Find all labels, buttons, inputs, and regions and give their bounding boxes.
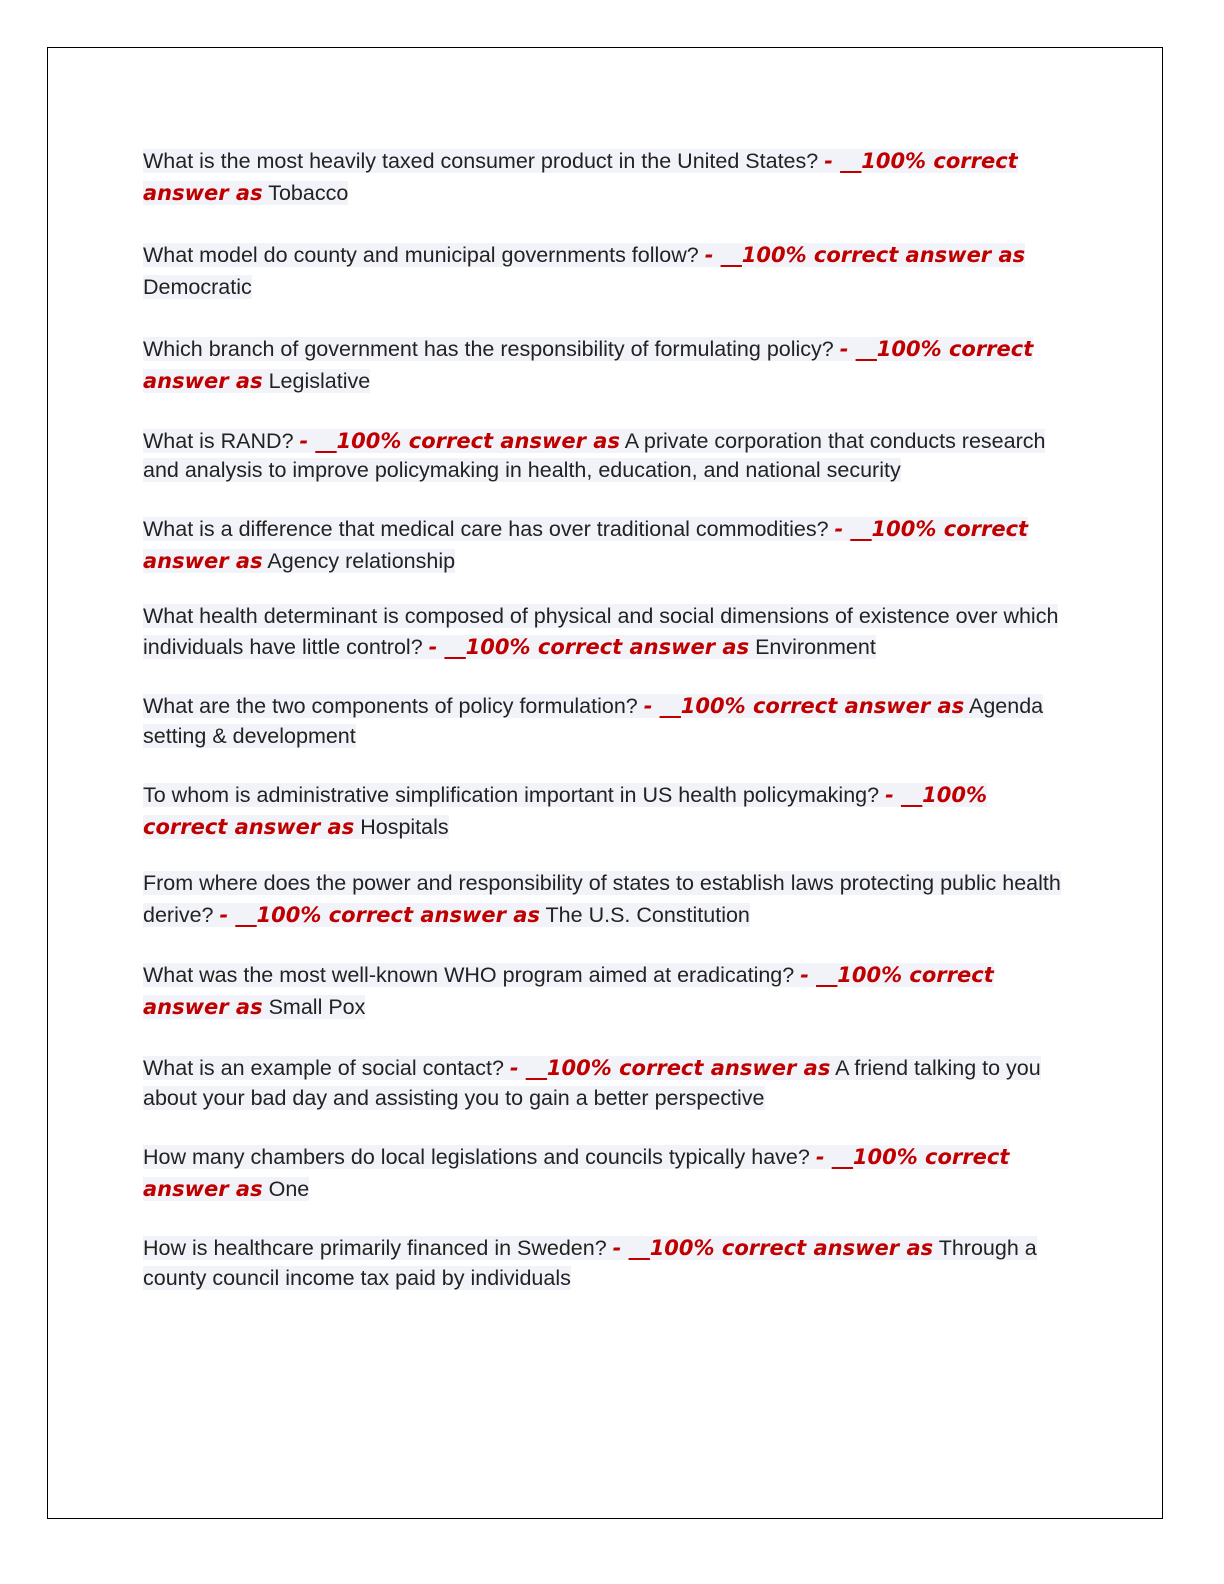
answer-text: Democratic [143, 275, 252, 299]
question-text: What health determinant is composed of physical and social dimensions of existence over which individuals have little control? [143, 604, 1059, 659]
answer-text: Agenda setting & development [143, 694, 1044, 748]
answer-text: The U.S. Constitution [545, 903, 750, 927]
answer-text: Small Pox [268, 995, 366, 1019]
question-text: What was the most well-known WHO program aimed at eradicating? [143, 963, 795, 987]
question-text: What is the most heavily taxed consumer product in the United States? [143, 149, 819, 173]
qa-item [143, 333, 1078, 397]
qa-item [143, 959, 1078, 1023]
question-text: How many chambers do local legislations and councils typically have? [143, 1145, 810, 1169]
qa-item [143, 239, 1078, 303]
answer-separator: - __100% correct answer as [612, 1236, 934, 1260]
question-text: Which branch of government has the responsibility of formulating policy? [143, 337, 834, 361]
answer-separator: - __100% correct answer as [219, 903, 540, 927]
question-text: From where does the power and responsibility of states to establish laws protecting public health derive? [143, 871, 1061, 927]
qa-item [143, 691, 1078, 751]
answer-separator: - __100% correct answer as [299, 429, 620, 453]
question-text: What is RAND? [143, 429, 294, 453]
answer-text: One [268, 1177, 310, 1201]
answer-separator: - __100% correct answer as [643, 694, 965, 718]
answer-text: Hospitals [360, 815, 449, 839]
answer-separator: - __100% correct answer as [143, 963, 994, 1019]
qa-item [143, 601, 1078, 663]
answer-text: A friend talking to you about your bad day and assisting you to gain a better perspective [143, 1056, 1041, 1110]
qa-item [143, 779, 1078, 843]
answer-text: Through a county council income tax paid by individuals [143, 1236, 1037, 1290]
question-text: How is healthcare primarily financed in Sweden? [143, 1236, 607, 1260]
qa-item [143, 1233, 1078, 1293]
answer-text: Legislative [268, 369, 371, 393]
qa-item [143, 1053, 1078, 1113]
qa-list [143, 145, 1078, 1293]
answer-separator: - __100% correct answer as [143, 517, 1029, 573]
qa-item [143, 145, 1078, 209]
answer-text: Agency relationship [267, 549, 456, 573]
question-text: To whom is administrative simplification important in US health policymaking? [143, 783, 880, 807]
qa-item [143, 1141, 1078, 1205]
question-text: What is a difference that medical care has over traditional commodities? [143, 517, 829, 541]
answer-text: A private corporation that conducts research and analysis to improve policymaking in health, education, and national security [143, 429, 1046, 482]
answer-separator: - __100% correct answer as [428, 635, 750, 659]
answer-separator: - __100% correct answer as [704, 243, 1026, 267]
answer-text: Environment [755, 635, 876, 659]
answer-separator: - __100% correct answer as [143, 1145, 1010, 1201]
question-text: What is an example of social contact? [143, 1056, 504, 1080]
answer-separator: - __100% correct answer as [509, 1056, 831, 1080]
answer-separator: - __100% correct answer as [143, 149, 1018, 205]
answer-text: Tobacco [268, 181, 349, 205]
qa-item [143, 513, 1078, 577]
question-text: What model do county and municipal governments follow? [143, 243, 699, 267]
qa-item [143, 867, 1078, 931]
answer-separator: - __100% correct answer as [143, 783, 987, 839]
qa-item [143, 427, 1078, 485]
question-text: What are the two components of policy formulation? [143, 694, 638, 718]
answer-separator: - __100% correct answer as [143, 337, 1034, 393]
